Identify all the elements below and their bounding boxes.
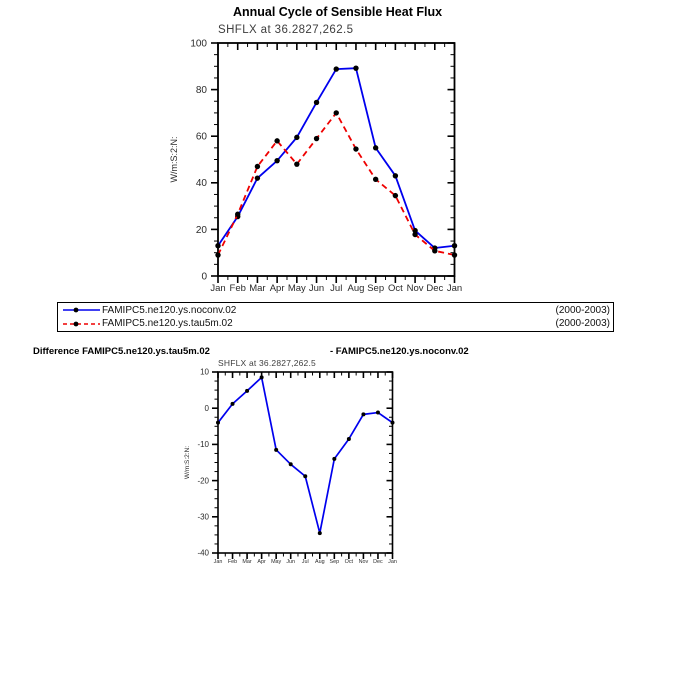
data-point [347, 437, 351, 441]
y-tick-label: -40 [197, 548, 209, 558]
difference-header-left: Difference FAMIPC5.ne120.ys.tau5m.02 [33, 346, 210, 357]
month-label: Jun [286, 559, 296, 565]
data-point [318, 531, 322, 535]
month-label: Dec [426, 283, 444, 294]
data-point [393, 193, 398, 198]
data-point [314, 136, 319, 141]
month-label: Jun [308, 283, 325, 294]
legend-line-sample-tau5m [61, 319, 102, 329]
y-tick-label: 100 [190, 38, 207, 50]
month-label: Sep [329, 559, 340, 565]
y-tick-label: -30 [197, 512, 209, 522]
data-point [274, 448, 278, 452]
data-point [294, 161, 299, 166]
data-point [245, 389, 249, 393]
data-point [373, 177, 378, 182]
month-label: May [287, 283, 306, 294]
month-label: Dec [373, 559, 383, 565]
month-label: Nov [358, 559, 369, 565]
data-point [353, 146, 358, 151]
axis-frame [218, 43, 455, 276]
data-point [361, 412, 365, 416]
data-point [255, 164, 260, 169]
series-line-0 [218, 377, 393, 533]
data-point [332, 457, 336, 461]
legend-period: (2000-2003) [555, 304, 610, 316]
legend [57, 302, 614, 332]
y-tick-label: 0 [204, 403, 209, 413]
y-tick-label: 80 [195, 85, 207, 96]
data-point [412, 232, 417, 237]
y-axis-label: W/m:S:2:N: [184, 445, 191, 480]
month-label: Sep [367, 283, 385, 294]
difference-header-right: - FAMIPC5.ne120.ys.noconv.02 [330, 346, 469, 357]
month-label: Aug [347, 283, 365, 294]
month-label: Mar [249, 283, 266, 294]
legend-marker-icon [74, 308, 79, 313]
data-point [314, 100, 319, 105]
top-chart-subtitle: SHFLX at 36.2827,262.5 [218, 24, 354, 36]
data-point [231, 402, 235, 406]
legend-period: (2000-2003) [555, 318, 610, 330]
data-point [303, 474, 307, 478]
legend-row-noconv [61, 304, 610, 317]
month-label: May [271, 559, 282, 565]
series-line-0 [218, 68, 455, 248]
legend-label: FAMIPC5.ne120.ys.noconv.02 [102, 304, 237, 316]
month-label: Jan [213, 559, 223, 565]
legend-marker-icon [74, 321, 79, 326]
data-point [393, 173, 398, 178]
data-point [260, 375, 264, 379]
legend-line-sample-noconv [61, 305, 102, 315]
y-tick-label: 60 [195, 131, 207, 143]
y-tick-label: 0 [201, 271, 207, 283]
data-point [294, 135, 299, 140]
y-tick-label: 10 [200, 367, 209, 377]
data-point [391, 421, 395, 425]
difference-chart-subtitle: SHFLX at 36.2827,262.5 [218, 358, 316, 368]
y-tick-label: 40 [195, 178, 207, 190]
month-label: Jul [301, 559, 309, 565]
month-label: Jul [330, 283, 343, 294]
month-label: Mar [242, 559, 252, 565]
data-point [353, 65, 358, 70]
month-label: Nov [406, 283, 424, 294]
y-tick-label: -20 [197, 476, 209, 486]
data-point [452, 243, 457, 248]
data-point [289, 462, 293, 466]
data-point [373, 145, 378, 150]
month-label: Jan [210, 283, 226, 294]
data-point [274, 138, 279, 143]
data-point [274, 158, 279, 163]
data-point [334, 66, 339, 71]
data-point [376, 411, 380, 415]
axis-frame [218, 372, 393, 553]
data-point [216, 421, 220, 425]
data-point [215, 243, 220, 248]
data-point [452, 252, 457, 257]
month-label: Apr [269, 283, 285, 294]
y-tick-label: -10 [197, 440, 209, 450]
data-point [255, 175, 260, 180]
month-label: Aug [314, 559, 325, 565]
month-label: Oct [387, 283, 403, 294]
month-label: Apr [257, 559, 266, 565]
month-label: Jan [388, 559, 397, 565]
month-label: Oct [344, 559, 354, 565]
data-point [235, 212, 240, 217]
y-tick-label: 20 [195, 224, 207, 236]
legend-label: FAMIPC5.ne120.ys.tau5m.02 [102, 318, 233, 330]
month-label: Feb [229, 283, 246, 294]
data-point [334, 110, 339, 115]
data-point [432, 248, 437, 253]
data-point [215, 252, 220, 257]
month-label: Feb [227, 559, 238, 565]
y-axis-label: W/m:S:2:N: [169, 136, 179, 183]
page-title: Annual Cycle of Sensible Heat Flux [232, 5, 443, 19]
legend-row-tau5m [61, 317, 610, 330]
month-label: Jan [446, 283, 463, 294]
